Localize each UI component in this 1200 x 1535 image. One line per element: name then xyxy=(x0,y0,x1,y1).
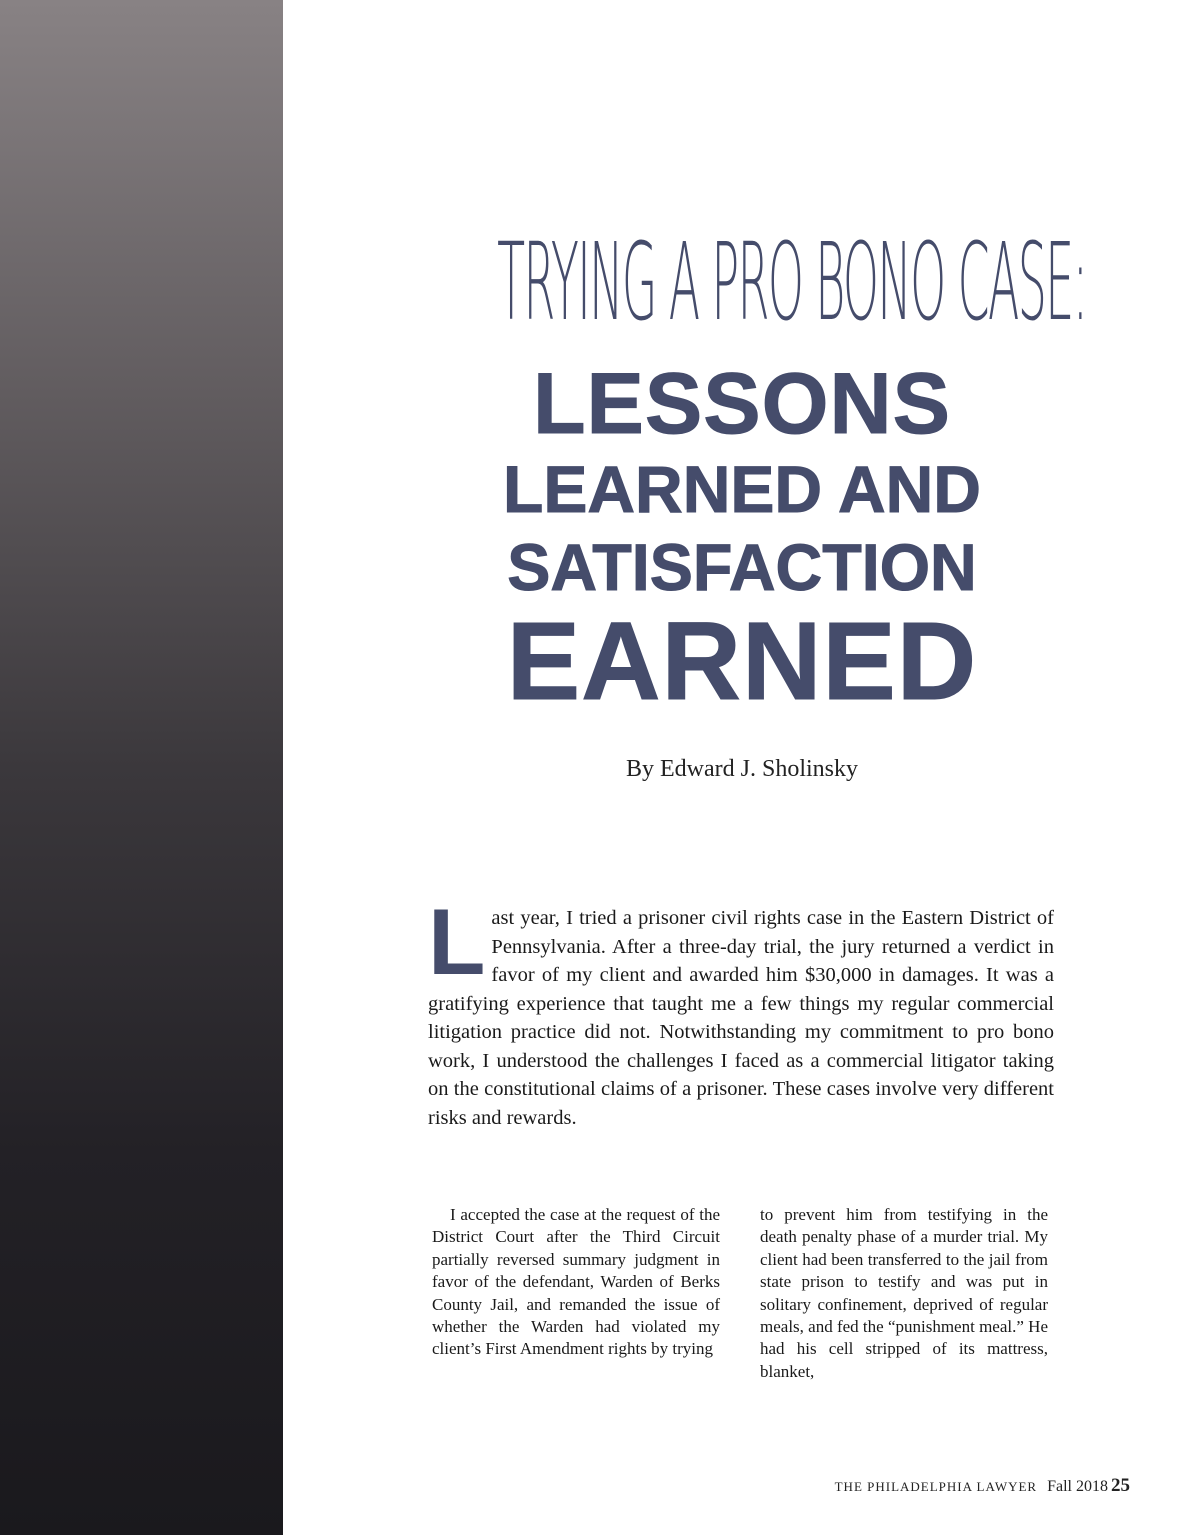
title-line-earned: EARNED xyxy=(506,600,978,723)
issue-label: Fall 2018 xyxy=(1047,1478,1108,1495)
body-column-left xyxy=(432,1204,720,1361)
page-number: 25 xyxy=(1111,1475,1130,1496)
title-line-learned-and: LEARNED AND xyxy=(503,452,981,526)
body-column-right xyxy=(760,1204,1048,1383)
author-byline: By Edward J. Sholinsky xyxy=(625,756,858,782)
title-line-satisfaction: SATISFACTION xyxy=(507,530,977,604)
article-title xyxy=(432,219,1087,723)
decorative-side-band xyxy=(0,0,283,1535)
drop-cap: L xyxy=(428,889,486,994)
title-line-lessons: LESSONS xyxy=(533,356,951,452)
magazine-name: THE PHILADELPHIA LAWYER xyxy=(834,1479,1038,1494)
page-footer xyxy=(700,1475,1130,1497)
lead-text: ast year, I tried a prisoner civil rights case in the Eastern District of Pennsylvania. After a three-day trial, the jury returned a verdict in favor of my client and awarded him $30,000 in damages. It was a gratifying experience that taught me a few things my regular commercial litigation practice did not. Notwithstanding my commitment to pro bono work, I understood the challenges I faced as a commercial litigator taking on the constitutional claims of a prisoner. These cases involve very different risks and rewards. xyxy=(428,907,1054,1129)
title-kicker: TRYING A PRO BONO CASE: xyxy=(497,219,1087,345)
lead-paragraph xyxy=(428,889,1054,1132)
body-paragraph: I accepted the case at the request of the District Court after the Third Circuit partially reversed summary judgment in favor of the defendant, Warden of Berks County Jail, and remanded the issue of whether the Warden had violated my client’s First Amendment rights by trying xyxy=(432,1205,720,1359)
body-paragraph-continued: to prevent him from testifying in the death penalty phase of a murder trial. My client had been transferred to the jail from state prison to testify and was put in solitary confinement, deprived of regular meals, and fed the “punishment meal.” He had his cell stripped of its mattress, blanket, xyxy=(760,1205,1048,1381)
